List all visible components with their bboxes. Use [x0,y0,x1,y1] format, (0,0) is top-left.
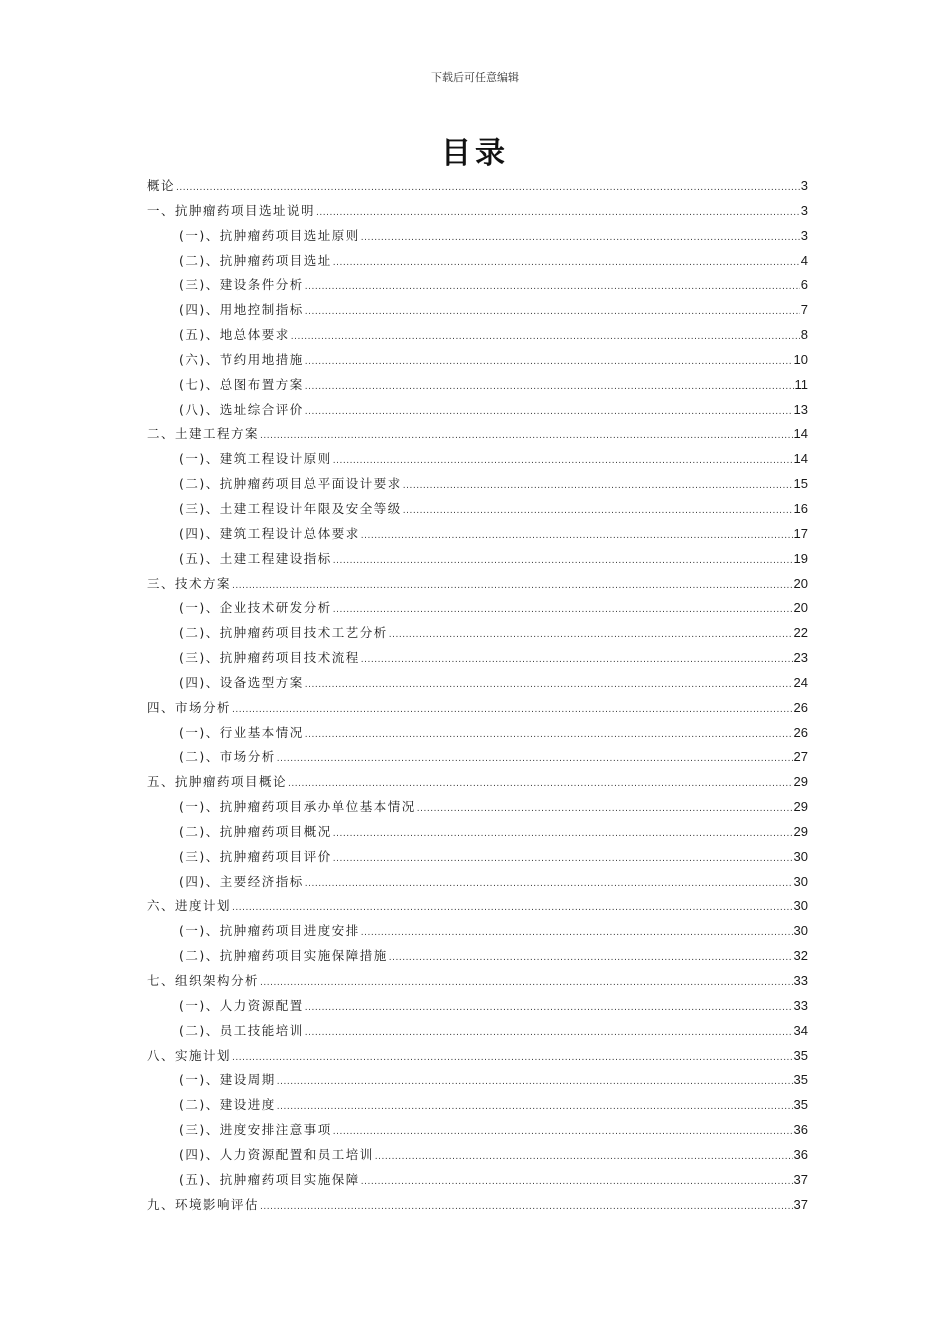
toc-leader-dots [333,847,793,872]
toc-entry-page: 3 [800,227,808,243]
toc-leader-dots [305,300,800,325]
toc-leader-dots [361,1170,793,1195]
toc-entry-page: 32 [793,948,808,964]
toc-entry[interactable] [147,323,808,348]
toc-entry-page: 3 [800,202,808,218]
toc-entry-label: 概论 [147,178,176,193]
toc-entry-label: (二)、抗肿瘤药项目总平面设计要求 [179,476,402,492]
toc-entry-page: 36 [793,1146,808,1162]
toc-leader-dots [232,698,793,723]
toc-entry[interactable] [147,696,808,721]
toc-entry-page: 6 [800,277,808,293]
toc-leader-dots [305,723,793,748]
toc-entry-page: 19 [793,550,808,566]
toc-entry-label: (三)、抗肿瘤药项目技术流程 [179,650,360,666]
toc-entry-page: 30 [793,898,808,914]
toc-leader-dots [232,896,793,921]
toc-entry[interactable] [147,1118,808,1143]
toc-entry-label: (一)、抗肿瘤药项目选址原则 [179,227,360,243]
toc-leader-dots [288,772,793,797]
toc-entry-label: (五)、地总体要求 [179,327,290,343]
toc-entry[interactable] [147,1044,808,1069]
toc-entry[interactable] [147,994,808,1019]
toc-leader-dots [361,226,800,251]
toc-leader-dots [333,549,793,574]
toc-leader-dots [260,1195,793,1220]
toc-entry-page: 23 [793,650,808,666]
toc-entry-page: 7 [800,302,808,318]
toc-leader-dots [260,424,793,449]
toc-entry[interactable] [147,944,808,969]
toc-leader-dots [232,1046,793,1071]
toc-leader-dots [316,201,800,226]
toc-entry[interactable] [147,348,808,373]
toc-entry-page: 11 [794,376,808,392]
toc-entry-page: 3 [800,178,808,193]
toc-entry-label: (七)、总图布置方案 [179,376,304,392]
toc-entry-page: 29 [793,774,808,790]
toc-leader-dots [305,275,800,300]
toc-entry[interactable] [147,770,808,795]
toc-entry-page: 14 [793,451,808,467]
toc-entry-page: 26 [793,724,808,740]
toc-leader-dots [403,474,793,499]
toc-entry-label: (一)、抗肿瘤药项目进度安排 [179,923,360,939]
toc-entry[interactable] [147,919,808,944]
toc-entry-label: 三、技术方案 [147,575,232,591]
toc-entry-label: (四)、人力资源配置和员工培训 [179,1146,374,1162]
toc-entry-label: (四)、主要经济指标 [179,873,304,889]
toc-entry[interactable] [147,795,808,820]
toc-entry-label: 七、组织架构分析 [147,973,260,988]
toc-entry-label: 九、环境影响评估 [147,1196,260,1212]
toc-entry-label: 一、抗肿瘤药项目选址说明 [147,202,316,218]
toc-entry[interactable] [147,298,808,323]
toc-leader-dots [333,251,800,276]
toc-entry[interactable] [147,572,808,597]
toc-entry-page: 17 [793,525,808,541]
toc-entry-label: (五)、抗肿瘤药项目实施保障 [179,1171,360,1187]
toc-entry-page: 26 [793,699,808,715]
toc-entry[interactable] [147,273,808,298]
toc-entry-label: (二)、抗肿瘤药项目概况 [179,823,332,839]
toc-entry-page: 37 [793,1196,808,1212]
toc-entry[interactable] [147,621,808,646]
toc-entry[interactable] [147,398,808,423]
toc-entry-page: 33 [793,973,808,988]
toc-leader-dots [232,574,793,599]
toc-entry-page: 10 [793,351,808,367]
toc-entry-page: 30 [793,873,808,889]
toc-entry[interactable] [147,1093,808,1118]
toc-entry-label: (五)、土建工程建设指标 [179,550,332,566]
toc-entry-label: (一)、建筑工程设计原则 [179,451,332,467]
toc-entry[interactable] [147,646,808,671]
toc-leader-dots [305,1021,793,1046]
toc-leader-dots [375,1145,793,1170]
toc-list [147,174,808,1217]
toc-entry-label: (四)、用地控制指标 [179,302,304,318]
toc-leader-dots [305,375,794,400]
toc-entry[interactable] [147,1143,808,1168]
toc-entry[interactable] [147,721,808,746]
toc-entry-page: 33 [793,997,808,1013]
toc-entry-label: (一)、人力资源配置 [179,997,304,1013]
toc-entry-label: (三)、进度安排注意事项 [179,1122,332,1138]
toc-entry-page: 35 [793,1047,808,1063]
toc-entry-label: 八、实施计划 [147,1047,232,1063]
toc-entry-page: 22 [793,625,808,641]
toc-entry-label: 五、抗肿瘤药项目概论 [147,774,288,790]
toc-entry-label: (二)、员工技能培训 [179,1022,304,1038]
toc-entry-label: (八)、选址综合评价 [179,401,304,417]
toc-entry-label: (六)、节约用地措施 [179,351,304,367]
toc-leader-dots [260,971,793,996]
toc-entry-label: (一)、建设周期 [179,1072,276,1088]
toc-entry-page: 37 [793,1171,808,1187]
toc-entry-page: 20 [793,600,808,616]
toc-entry-page: 13 [793,401,808,417]
toc-entry-label: (三)、抗肿瘤药项目评价 [179,848,332,864]
toc-entry[interactable] [147,1193,808,1218]
toc-leader-dots [277,747,793,772]
toc-entry[interactable] [147,447,808,472]
toc-entry[interactable] [147,894,808,919]
toc-entry-label: (二)、抗肿瘤药项目实施保障措施 [179,948,388,964]
toc-entry[interactable] [147,224,808,249]
toc-entry-label: (一)、企业技术研发分析 [179,600,332,616]
toc-leader-dots [176,176,800,201]
toc-entry[interactable] [147,522,808,547]
toc-entry[interactable] [147,1019,808,1044]
toc-entry[interactable] [147,199,808,224]
toc-entry[interactable] [147,870,808,895]
toc-entry-label: (一)、抗肿瘤药项目承办单位基本情况 [179,799,416,815]
toc-leader-dots [291,325,800,350]
toc-leader-dots [277,1095,793,1120]
toc-entry-page: 30 [793,923,808,939]
toc-entry-page: 30 [793,848,808,864]
toc-entry-page: 15 [793,476,808,492]
toc-entry-page: 36 [793,1122,808,1138]
toc-entry-page: 34 [793,1022,808,1038]
toc-entry-page: 27 [793,749,808,765]
toc-leader-dots [333,1120,793,1145]
toc-entry[interactable] [147,249,808,274]
toc-leader-dots [389,623,793,648]
toc-leader-dots [333,598,793,623]
toc-leader-dots [333,449,793,474]
toc-leader-dots [305,872,793,897]
toc-entry-page: 8 [800,327,808,343]
toc-title: 目录 [441,136,509,171]
toc-entry[interactable] [147,472,808,497]
toc-leader-dots [305,673,793,698]
toc-entry-label: (二)、市场分析 [179,749,276,765]
toc-entry-label: (二)、抗肿瘤药项目选址 [179,252,332,268]
toc-entry-page: 35 [793,1072,808,1088]
toc-leader-dots [403,499,793,524]
toc-entry-label: 六、进度计划 [147,898,232,914]
toc-entry-label: (三)、建设条件分析 [179,277,304,293]
toc-entry-page: 4 [800,252,808,268]
toc-leader-dots [361,921,793,946]
toc-entry[interactable] [147,547,808,572]
toc-entry-label: (一)、行业基本情况 [179,724,304,740]
toc-leader-dots [277,1070,793,1095]
toc-entry-page: 35 [793,1097,808,1113]
toc-entry[interactable] [147,174,808,199]
toc-entry-label: (四)、设备选型方案 [179,674,304,690]
toc-leader-dots [389,946,793,971]
toc-leader-dots [333,822,793,847]
toc-entry-page: 29 [793,823,808,839]
toc-entry-label: (二)、抗肿瘤药项目技术工艺分析 [179,625,388,641]
toc-entry[interactable] [147,497,808,522]
toc-leader-dots [361,524,793,549]
toc-entry-page: 20 [793,575,808,591]
toc-leader-dots [305,996,793,1021]
toc-entry-label: (四)、建筑工程设计总体要求 [179,525,360,541]
toc-entry[interactable] [147,422,808,447]
toc-entry-label: (三)、土建工程设计年限及安全等级 [179,500,402,516]
header-note: 下载后可任意编辑 [431,71,519,84]
toc-entry-page: 14 [793,426,808,442]
toc-entry-page: 16 [793,500,808,516]
toc-entry[interactable] [147,373,808,398]
toc-entry[interactable] [147,745,808,770]
toc-entry[interactable] [147,820,808,845]
toc-entry-label: 二、土建工程方案 [147,426,260,442]
toc-leader-dots [305,350,793,375]
toc-entry[interactable] [147,596,808,621]
toc-entry-page: 24 [793,674,808,690]
toc-entry-page: 29 [793,799,808,815]
toc-entry[interactable] [147,845,808,870]
toc-leader-dots [305,400,793,425]
toc-entry[interactable] [147,1068,808,1093]
toc-entry[interactable] [147,969,808,994]
toc-leader-dots [417,797,793,822]
toc-entry-label: (二)、建设进度 [179,1097,276,1113]
toc-entry-label: 四、市场分析 [147,699,232,715]
toc-entry[interactable] [147,1168,808,1193]
toc-leader-dots [361,648,793,673]
toc-entry[interactable] [147,671,808,696]
